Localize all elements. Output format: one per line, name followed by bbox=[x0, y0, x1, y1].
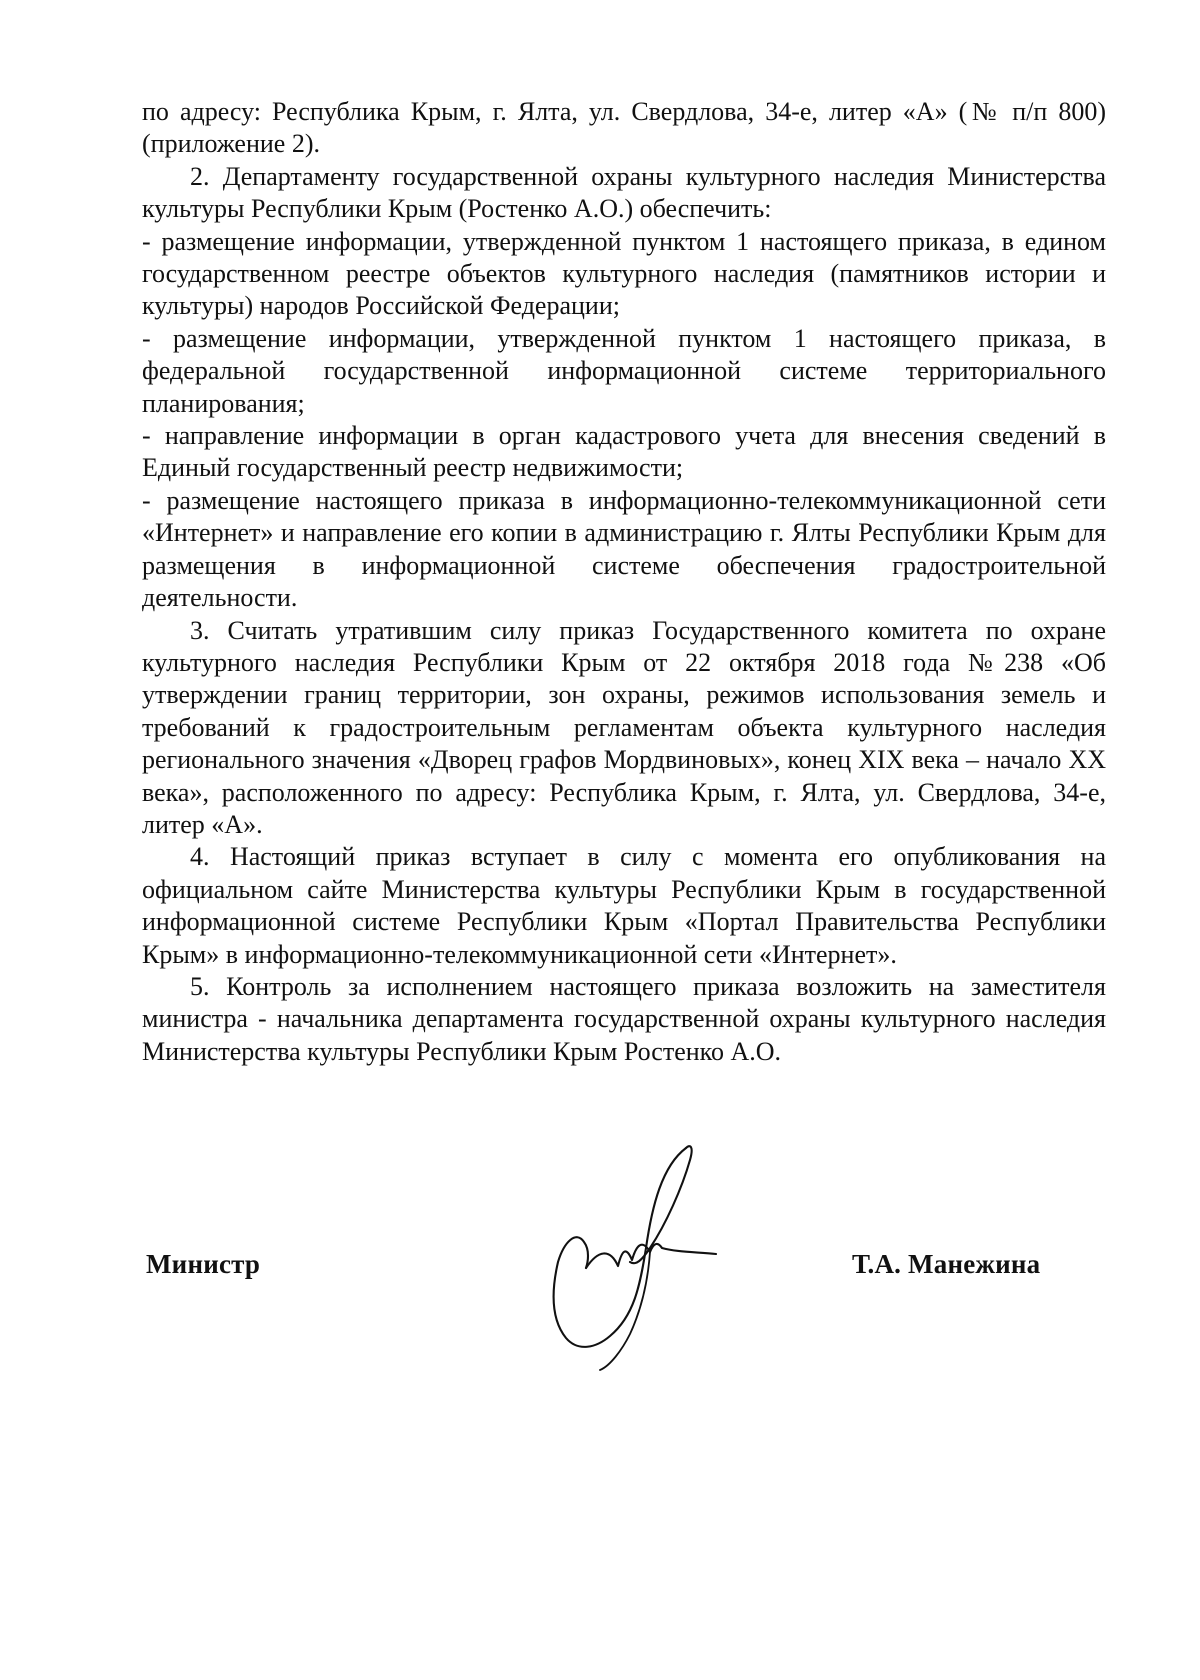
paragraph-dash-cadastral: - направление информации в орган кадастрового учета для внесения сведений в Единый государственный реестр недвижимости; bbox=[142, 421, 1106, 483]
handwritten-signature-image bbox=[540, 1130, 740, 1380]
paragraph-dash-registry: - размещение информации, утвержденной пунктом 1 настоящего приказа, в едином государственном реестре объектов культурного наследия (памятников истории и культуры) народов Российской Федерации; bbox=[142, 226, 1106, 321]
paragraph-address-continuation: по адресу: Республика Крым, г. Ялта, ул. Свердлова, 34-е, литер «А» (№ п/п 800) (приложение 2). bbox=[142, 97, 1106, 159]
paragraph-item-4: 4. Настоящий приказ вступает в силу с момента его опубликования на официальном сайте Министерства культуры Республики Крым в государственной информационной системе Республики Крым «Портал Правительства Республики Крым» в информационно-телекоммуникационной сети «Интернет». bbox=[142, 842, 1106, 969]
document-body bbox=[142, 96, 1106, 1068]
signatory-name: Т.А. Манежина bbox=[852, 1249, 1041, 1279]
paragraph-item-2: 2. Департаменту государственной охраны культурного наследия Министерства культуры Республики Крым (Ростенко А.О.) обеспечить: bbox=[142, 161, 1106, 224]
paragraph-item-5: 5. Контроль за исполнением настоящего приказа возложить на заместителя министра - начальника департамента государственной охраны культурного наследия Министерства культуры Республики Крым Ростенко А.О. bbox=[142, 971, 1106, 1066]
signatory-position: Министр bbox=[146, 1249, 261, 1279]
paragraph-dash-federal-system: - размещение информации, утвержденной пунктом 1 настоящего приказа, в федеральной государственной информационной системе территориального планирования; bbox=[142, 323, 1106, 418]
paragraph-dash-internet: - размещение настоящего приказа в информационно-телекоммуникационной сети «Интернет» и направление его копии в администрацию г. Ялты Республики Крым для размещения в информационной системе обеспечения градостроительной деятельности. bbox=[142, 485, 1106, 613]
paragraph-item-3: 3. Считать утратившим силу приказ Государственного комитета по охране культурного наследия Республики Крым от 22 октября 2018 года №238 «Об утверждении границ территории, зон охраны, режимов использования земель и требований к градостроительным регламентам объекта культурного наследия регионального значения «Дворец графов Мордвиновых», конец XIX века – начало XX века», расположенного по адресу: Республика Крым, г. Ялта, ул. Свердлова, 34-е, литер «А». bbox=[142, 615, 1106, 839]
